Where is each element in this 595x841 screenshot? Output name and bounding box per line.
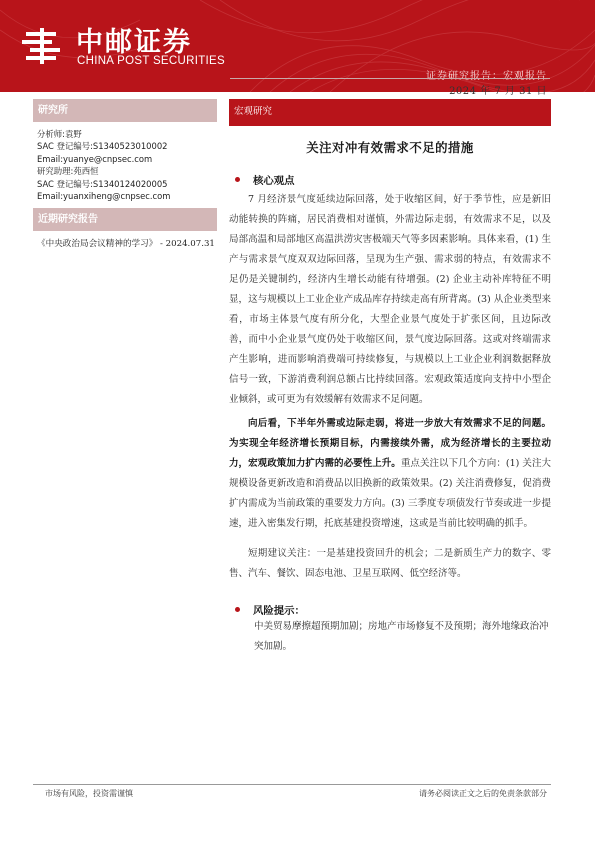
analyst-name: 分析师:袁野 xyxy=(37,129,82,139)
footer-right: 请务必阅读正文之后的免责条款部分 xyxy=(419,789,547,798)
report-date: 2024 年 7 月 31 日 xyxy=(449,86,547,97)
section-bar: 宏观研究 xyxy=(229,99,551,126)
footer-left: 市场有风险，投资需谨慎 xyxy=(45,789,133,798)
analyst-sac: SAC 登记编号:S1340523010002 xyxy=(37,141,168,152)
paragraph-2-rest: 重点关注以下几个方向：(1) 关注大规模设备更新改造和消费品以旧换新的政策效果。(2) 关注消费修复，促消费扩内需成为当前政策的重要发力方向。(3) 三季度专项债发行节奏或进一步提速，进入密集发行期，托底基建投资增速，这或是当前比较明确的抓手。 xyxy=(229,458,551,529)
researchers-heading: 研究所 xyxy=(33,99,217,122)
risk-text: 中美贸易摩擦超预期加剧；房地产市场修复不及预期；海外地缘政治冲突加剧。 xyxy=(254,621,549,652)
brand-name-en: CHINA POST SECURITIES xyxy=(77,55,225,67)
sidebar xyxy=(33,99,217,257)
paragraph-1: 7 月经济景气度延续边际回落，处于收缩区间，好于季节性，应是新旧动能转换的阵痛，居民消费相对谨慎，外需边际走弱，有效需求不足，以及局部高温和局部地区高温洪涝灾害极端天气等多因素影响。具体来看，(1) 生产与需求景气度双双边际回落，呈现为生产强、需求弱的特点，有效需求不足仍是关键制约，经济内生增长动能有待增强。(2) 企业主动补库特征不明显，这与规模以上工业企业产成品库存持续走高有所背离。(3) 从企业类型来看，市场主体景气度有所分化，大型企业景气度处于扩张区间，且边际改善，而中小企业景气度仍处于收缩区间，景气度边际回落。这或对终端需求产生影响，进而影响消费端可持续修复，与规模以上工业企业利润数据释放信号一致，下游消费利润总额占比持续回落。宏观政策适度向支持中小型企业倾斜，或可更为有效缓解有效需求不足问题。 xyxy=(229,194,551,405)
bullet-icon xyxy=(235,177,240,182)
recent-reports-heading: 近期研究报告 xyxy=(33,208,217,231)
bullet-icon xyxy=(235,607,240,612)
recent-report-link[interactable]: 《中央政治局会议精神的学习》 - 2024.07.31 xyxy=(37,239,215,250)
assistant-sac: SAC 登记编号:S1340124020005 xyxy=(37,178,168,189)
china-post-logo-icon xyxy=(20,22,68,70)
paragraph-3: 短期建议关注：一是基建投资回升的机会；二是新质生产力的数字、零售、汽车、餐饮、固态电池、卫星互联网、低空经济等。 xyxy=(229,548,551,579)
analyst-email: Email:yuanye@cnpsec.com xyxy=(37,153,153,164)
assistant-name: 研究助理:苑西恒 xyxy=(37,166,99,177)
main-content xyxy=(229,99,551,657)
researchers-info xyxy=(33,122,217,208)
core-heading-row xyxy=(229,172,551,187)
report-title: 关注对冲有效需求不足的措施 xyxy=(306,140,474,155)
risk-heading-row xyxy=(229,602,551,617)
report-type: 证券研究报告：宏观报告 xyxy=(426,71,547,82)
recent-reports-list xyxy=(33,231,217,257)
core-heading: 核心观点 xyxy=(253,175,295,187)
paragraph-2-bold: 向后看，下半年外需或边际走弱，将进一步放大有效需求不足的问题。为实现全年经济增长预期目标，内需接续外需，成为经济增长的主要拉动力，宏观政策加力扩内需的必要性上升。 xyxy=(229,418,551,469)
footer-divider xyxy=(33,784,551,785)
assistant-email: Email:yuanxiheng@cnpsec.com xyxy=(37,191,171,202)
paragraph-2 xyxy=(229,414,551,534)
risk-heading: 风险提示： xyxy=(253,605,305,617)
brand-name-cn: 中邮证券 xyxy=(76,27,192,58)
